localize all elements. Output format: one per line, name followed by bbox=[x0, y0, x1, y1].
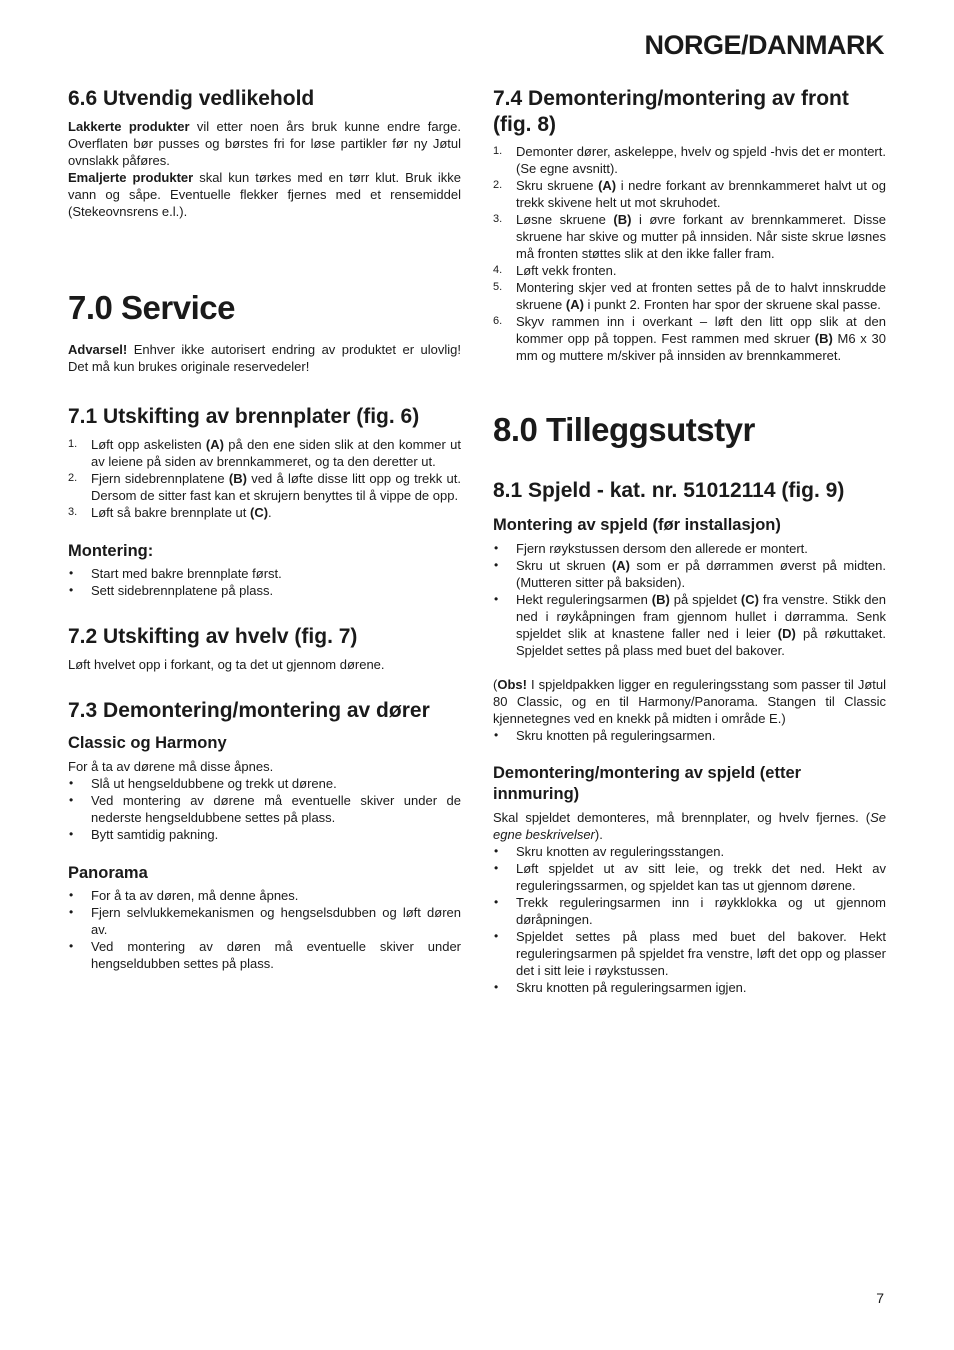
section-7-0-heading: 7.0 Service bbox=[68, 288, 235, 326]
list-item: • Skru knotten på reguleringsarmen. bbox=[494, 727, 716, 743]
list-item: • Trekk reguleringsarmen inn i røykklokka og ut gjennom døråpningen. bbox=[494, 894, 886, 927]
list-item: • Skru knotten av reguleringsstangen. bbox=[494, 843, 725, 859]
list-item: • Hekt reguleringsarmen (B) på spjeldet (C) fra venstre. Stikk den ned i røykåpningen fram gjennom hullet i dørramma. Senk spjeldet slik at knastene faller ned i leier (D) på røkuttaket. Spjeldet settes på plass med buet del bakover. bbox=[494, 591, 887, 658]
list-item: 2. Skru skruene (A) i nedre forkant av brennkammeret halvt ut og trekk skivene helt ut mot skruhodet. bbox=[493, 178, 886, 211]
list-item: 5. Montering skjer ved at fronten settes på de to halvt innskrudde skruene (A) i punkt 2. Fronten har spor der skruene skal passe. bbox=[493, 280, 886, 313]
demontering-intro: Skal spjeldet demonteres, må brennplater, og hvelv fjernes. (Se egne beskrivelser). bbox=[493, 809, 886, 842]
classic-harmony-subheading: Classic og Harmony bbox=[68, 734, 227, 753]
right-column bbox=[493, 86, 886, 996]
list-item: • Bytt samtidig pakning. bbox=[69, 826, 219, 842]
section-6-6-heading: 6.6 Utvendig vedlikehold bbox=[68, 87, 315, 110]
demontering-bullets bbox=[493, 843, 886, 996]
panorama-subheading: Panorama bbox=[68, 863, 148, 882]
list-item: • Skru knotten på reguleringsarmen igjen. bbox=[494, 979, 747, 995]
emaljerte-paragraph: Emaljerte produkter skal kun tørkes med en tørr klut. Bruk ikke vann og såpe. Eventuelle flekker fjernes med et rensemiddel (Stekeovnsrens e.l.). bbox=[68, 169, 461, 219]
left-column bbox=[68, 86, 461, 972]
list-item: • Løft spjeldet ut av sitt leie, og trekk det ned. Hekt av reguleringssarmen, og spjeldet kan tas ut gjennom dørene. bbox=[494, 860, 886, 893]
warning-paragraph: Advarsel! Enhver ikke autorisert endring av produktet er ulovlig! Det må kun brukes originale reservedeler! bbox=[68, 342, 461, 375]
list-item: 2. Fjern sidebrennplatene (B) ved å løfte disse litt opp og trekk ut. Dersom de sitter fast kan et skrujern benyttes til å vippe de opp. bbox=[68, 470, 462, 503]
list-item: • For å ta av døren, må denne åpnes. bbox=[69, 888, 299, 904]
montering-bullets bbox=[68, 565, 461, 599]
montering-subheading: Montering: bbox=[68, 541, 154, 560]
panorama-bullets bbox=[68, 887, 461, 972]
list-item: 4. Løft vekk fronten. bbox=[493, 263, 617, 279]
section-7-2-heading: 7.2 Utskifting av hvelv (fig. 7) bbox=[68, 625, 358, 649]
montering-spjeld-bullets bbox=[493, 540, 886, 659]
list-item: 1. Demonter dører, askeleppe, hvelv og spjeld -hvis det er montert. (Se egne avsnitt). bbox=[493, 144, 886, 177]
lakkerte-paragraph: Lakkerte produkter vil etter noen års bruk kunne endre farge. Overflaten bør pusses og børstes fri for løse partikler før ny Jøtul ovnslakk påføres. bbox=[68, 118, 461, 168]
list-item: • Ved montering av døren må eventuelle skiver under hengseldubben settes på plass. bbox=[69, 939, 461, 972]
classic-bullets bbox=[68, 775, 461, 843]
montering-spjeld-subheading: Montering av spjeld (før installasjon) bbox=[493, 516, 781, 535]
classic-intro: For å ta av dørene må disse åpnes. bbox=[68, 758, 274, 774]
section-8-0-heading: 8.0 Tilleggsutstyr bbox=[493, 411, 755, 449]
list-item: 1. Løft opp askelisten (A) på den ene siden slik at den kommer ut av leiene på siden av brennkammeret, og ta den deretter ut. bbox=[68, 436, 461, 469]
list-item: 6. Skyv rammen inn i overkant – løft den litt opp slik at den kommer opp på toppen. Fest rammen med skruer (B) M6 x 30 mm og muttere m/skiver på innsiden av brennkammeret. bbox=[493, 314, 887, 364]
obs-bullets bbox=[493, 727, 886, 744]
obs-paragraph: (Obs! I spjeldpakken ligger en reguleringsstang som passer til Jøtul 80 Classic, og en til Harmony/Panorama. Stangen til Classic kjennetegnes ved en knekk på midten i område E.) bbox=[493, 676, 886, 726]
section-7-2-text: Løft hvelvet opp i forkant, og ta det ut gjennom dørene. bbox=[68, 656, 385, 672]
page-number: 7 bbox=[876, 1290, 884, 1306]
list-item: • Fjern røykstussen dersom den allerede er montert. bbox=[494, 540, 808, 556]
list-item: • Slå ut hengseldubbene og trekk ut dørene. bbox=[69, 775, 337, 791]
section-7-4-heading: 7.4 Demontering/montering av front (fig. 8) bbox=[493, 87, 849, 136]
section-7-1-steps bbox=[68, 436, 461, 521]
list-item: • Fjern selvlukkemekanismen og hengselsdubben og løft døren av. bbox=[69, 905, 461, 938]
page-header-region: NORGE/DANMARK bbox=[644, 30, 884, 60]
list-item: • Spjeldet settes på plass med buet del bakover. Hekt reguleringsarmen på spjeldet fra venstre, løft det opp og plasser det i sitt leie i røykstussen. bbox=[494, 928, 886, 978]
list-item: • Skru ut skruen (A) som er på dørrammen øverst på midten. (Mutteren sitter på baksiden). bbox=[494, 557, 886, 590]
section-8-1-heading: 8.1 Spjeld - kat. nr. 51012114 (fig. 9) bbox=[493, 478, 845, 502]
list-item: 3. Løsne skruene (B) i øvre forkant av brennkammeret. Disse skruene har skive og mutter på innsiden. Når siste skrue løsnes må fronten støttes slik at den ikke faller fram. bbox=[493, 212, 886, 262]
list-item: • Ved montering av dørene må eventuelle skiver under de nederste hengseldubbene settes på plass. bbox=[69, 792, 461, 825]
list-item: • Sett sidebrennplatene på plass. bbox=[69, 583, 274, 599]
section-7-3-heading: 7.3 Demontering/montering av dører bbox=[68, 698, 430, 722]
section-7-4-steps bbox=[493, 143, 886, 364]
section-7-1-heading: 7.1 Utskifting av brennplater (fig. 6) bbox=[68, 405, 420, 429]
list-item: 3. Løft så bakre brennplate ut (C). bbox=[68, 504, 272, 520]
list-item: • Start med bakre brennplate først. bbox=[69, 566, 282, 582]
demontering-spjeld-subheading: Demontering/montering av spjeld (etter innmuring) bbox=[493, 763, 802, 804]
